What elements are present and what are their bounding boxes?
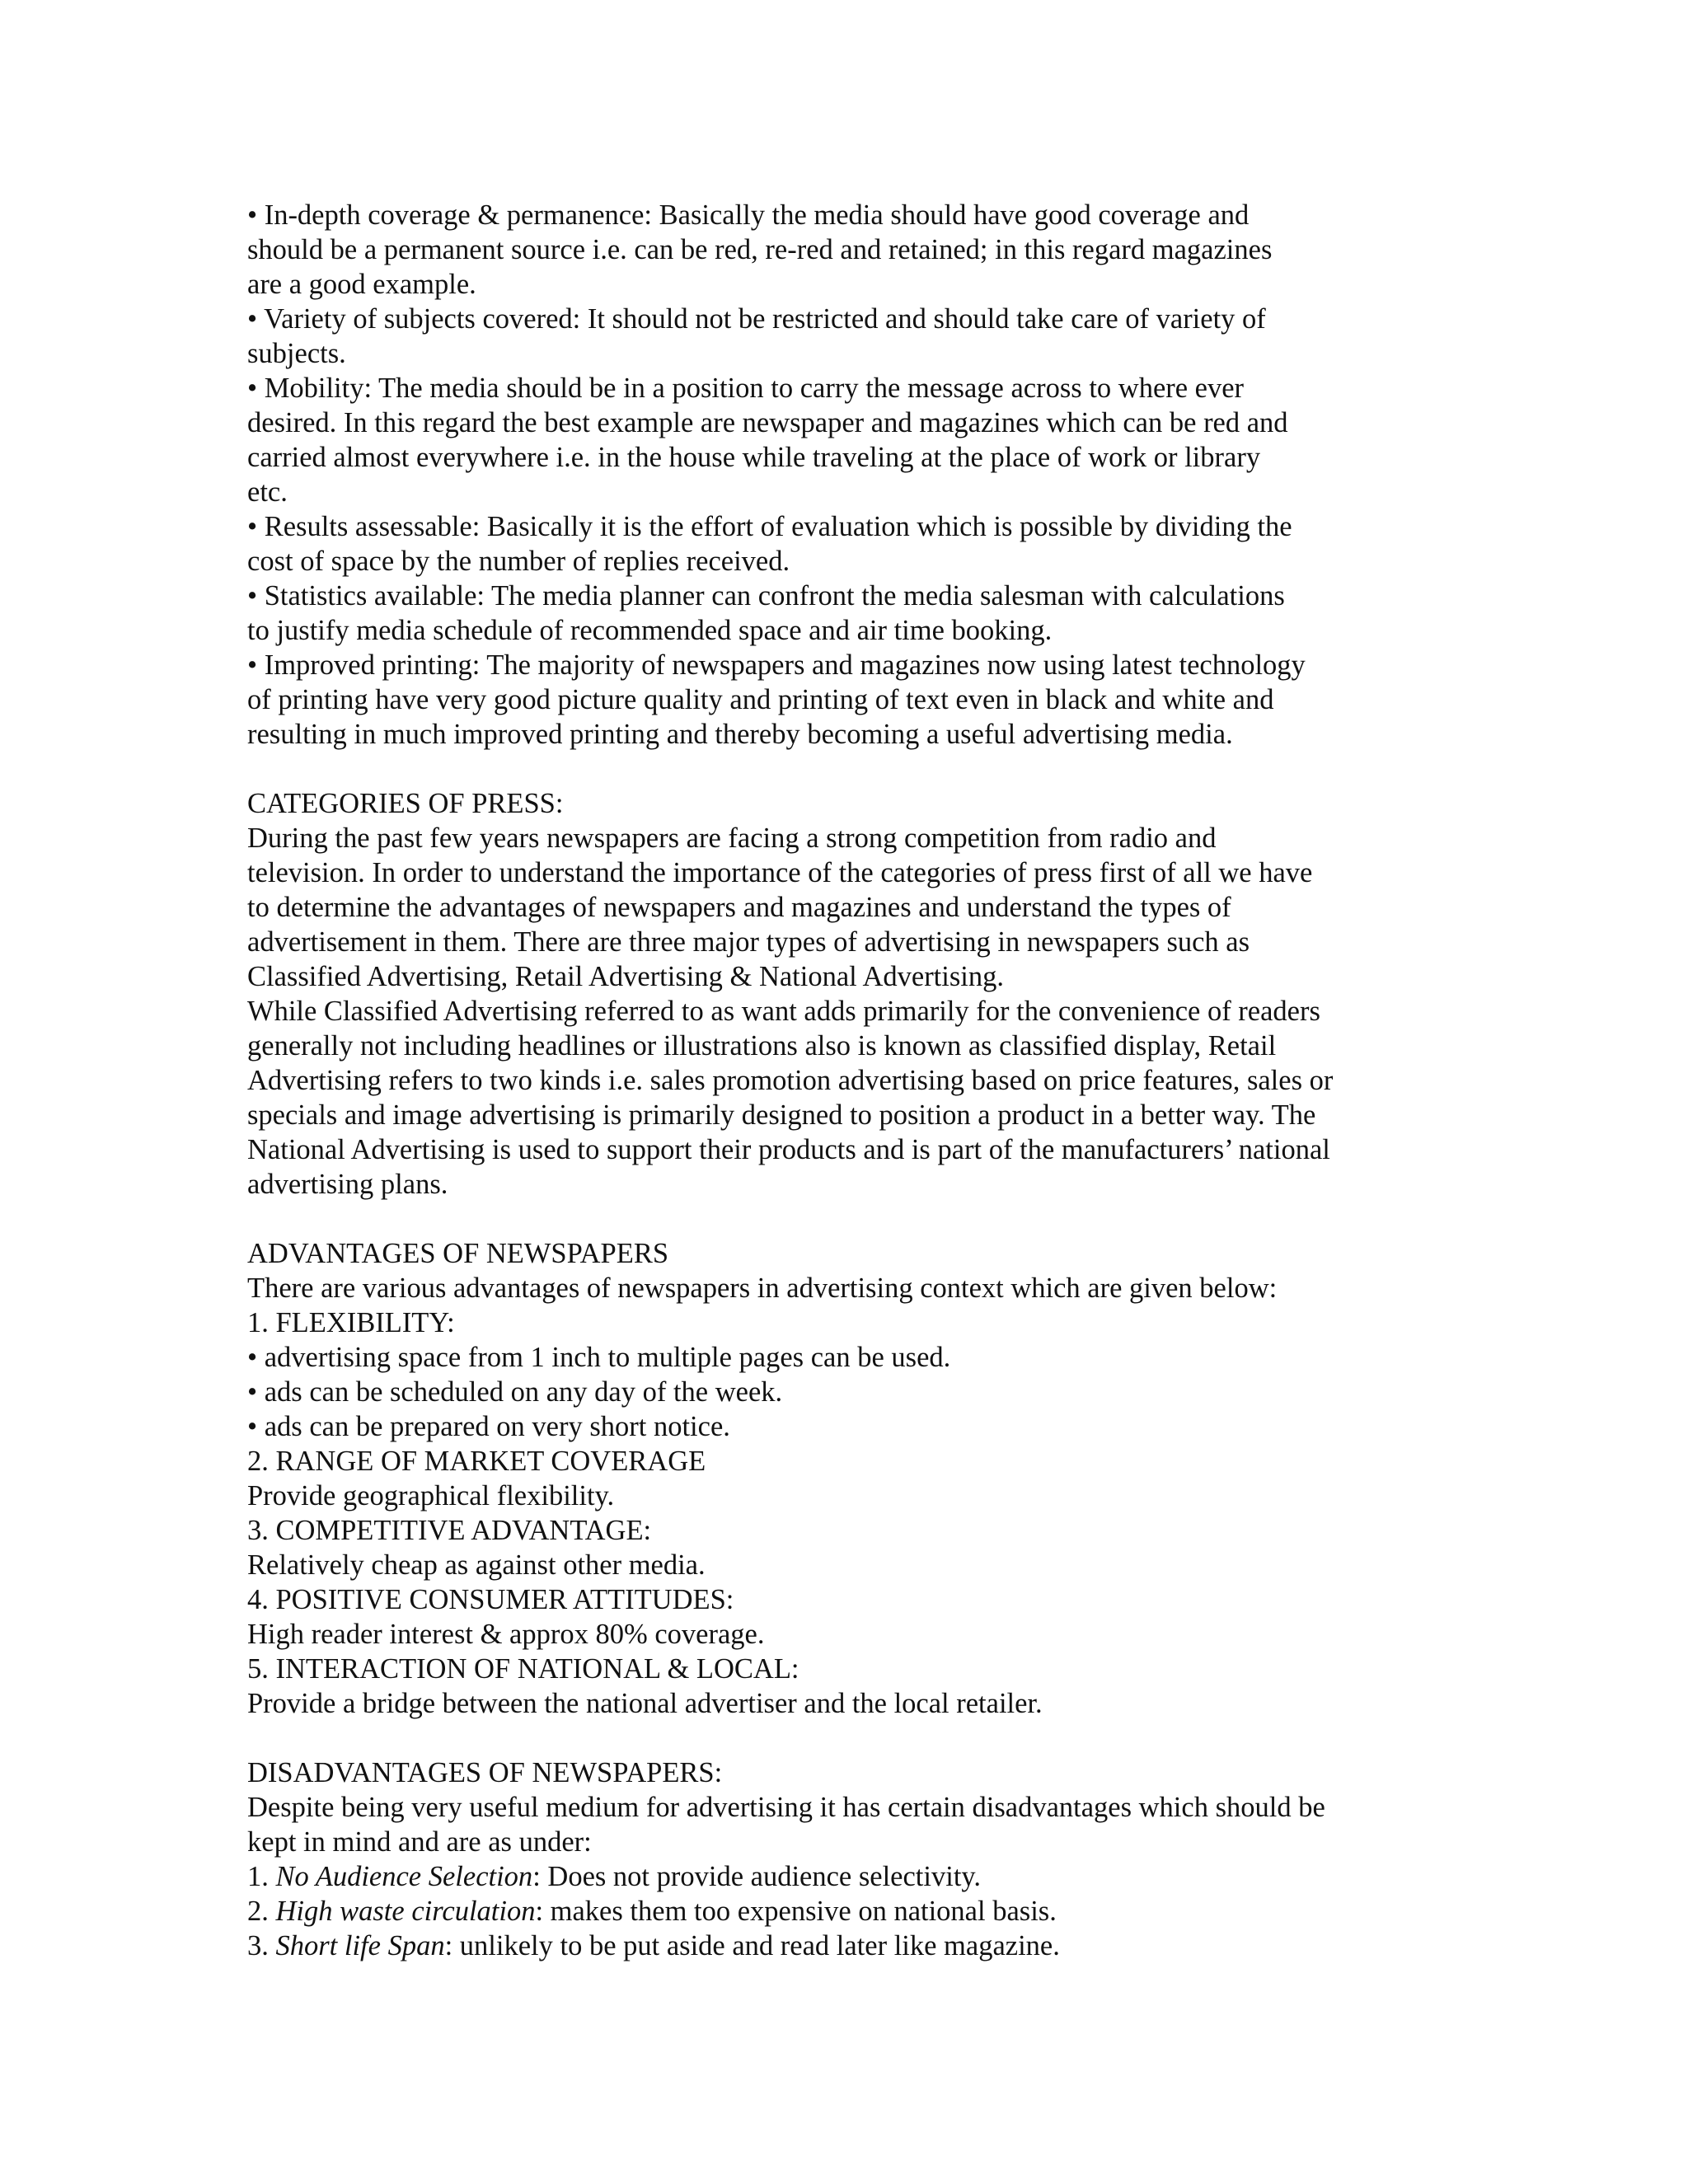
document-page (247, 198, 1451, 1963)
advantages-section (247, 1236, 1451, 1721)
text-line: television. In order to understand the importance of the categories of press first of all we have (247, 857, 1313, 888)
item-number: 2. (247, 1896, 276, 1927)
text-line: National Advertising is used to support their products and is part of the manufacturers’ national (247, 1134, 1330, 1165)
text-line: 4. POSITIVE CONSUMER ATTITUDES: (247, 1584, 734, 1615)
section-heading: ADVANTAGES OF NEWSPAPERS (247, 1238, 669, 1269)
text-line: generally not including headlines or illustrations also is known as classified display, Retail (247, 1030, 1277, 1062)
text-line: • Statistics available: The media planner can confront the media salesman with calculations (247, 580, 1285, 612)
section-heading: CATEGORIES OF PRESS: (247, 788, 564, 819)
list-item (247, 1929, 1451, 1963)
item-term: No Audience Selection (275, 1861, 533, 1892)
text-line: Relatively cheap as against other media. (247, 1549, 706, 1581)
text-line: • Variety of subjects covered: It should not be restricted and should take care of variety of (247, 303, 1266, 335)
text-line: Provide geographical flexibility. (247, 1480, 615, 1511)
text-line: 2. RANGE OF MARKET COVERAGE (247, 1446, 706, 1477)
paragraph-gap (247, 752, 1451, 786)
categories-section (247, 786, 1451, 1202)
text-line: carried almost everywhere i.e. in the house while traveling at the place of work or library (247, 442, 1261, 473)
text-line: While Classified Advertising referred to as want adds primarily for the convenience of readers (247, 996, 1320, 1027)
text-line: 1. FLEXIBILITY: (247, 1307, 455, 1338)
text-line: of printing have very good picture quality and printing of text even in black and white and (247, 684, 1274, 715)
text-line: resulting in much improved printing and thereby becoming a useful advertising media. (247, 719, 1233, 750)
text-line: • ads can be scheduled on any day of the week. (247, 1376, 783, 1408)
intro-section (247, 198, 1451, 752)
text-line: advertisement in them. There are three major types of advertising in newspapers such as (247, 926, 1250, 958)
text-line: 3. COMPETITIVE ADVANTAGE: (247, 1515, 652, 1546)
text-line: There are various advantages of newspapers in advertising context which are given below: (247, 1272, 1278, 1304)
text-line: etc. (247, 476, 288, 508)
text-line: specials and image advertising is primarily designed to position a product in a better way. The (247, 1099, 1316, 1131)
section-heading: DISADVANTAGES OF NEWSPAPERS: (247, 1757, 723, 1788)
list-item (247, 1894, 1451, 1929)
text-line: are a good example. (247, 269, 476, 300)
list-item (247, 1859, 1451, 1894)
item-description: : makes them too expensive on national basis. (535, 1896, 1057, 1927)
text-line: • In-depth coverage & permanence: Basically the media should have good coverage and (247, 199, 1250, 231)
text-line: High reader interest & approx 80% coverage. (247, 1619, 765, 1650)
paragraph-gap (247, 1721, 1451, 1755)
item-number: 3. (247, 1930, 276, 1961)
item-description: : Does not provide audience selectivity. (532, 1861, 982, 1892)
text-line: • Results assessable: Basically it is the effort of evaluation which is possible by dividing the (247, 511, 1292, 542)
text-line: subjects. (247, 338, 346, 369)
text-line: • ads can be prepared on very short notice. (247, 1411, 730, 1442)
item-term: High waste circulation (275, 1896, 536, 1927)
text-line: • advertising space from 1 inch to multiple pages can be used. (247, 1342, 951, 1373)
item-term: Short life Span (275, 1930, 445, 1961)
text-line: • Improved printing: The majority of newspapers and magazines now using latest technology (247, 649, 1306, 681)
text-line: Advertising refers to two kinds i.e. sales promotion advertising based on price features, sales or (247, 1065, 1334, 1096)
text-line: advertising plans. (247, 1169, 448, 1200)
text-line: Classified Advertising, Retail Advertising & National Advertising. (247, 961, 1004, 992)
disadvantages-section (247, 1755, 1451, 1963)
text-line: cost of space by the number of replies received. (247, 546, 790, 577)
text-line: to justify media schedule of recommended space and air time booking. (247, 615, 1053, 646)
paragraph-gap (247, 1202, 1451, 1236)
item-number: 1. (247, 1861, 276, 1892)
text-line: 5. INTERACTION OF NATIONAL & LOCAL: (247, 1653, 799, 1685)
text-line: • Mobility: The media should be in a position to carry the message across to where ever (247, 373, 1245, 404)
text-line: should be a permanent source i.e. can be red, re-red and retained; in this regard magazines (247, 234, 1273, 265)
text-line: Provide a bridge between the national advertiser and the local retailer. (247, 1688, 1043, 1719)
text-line: to determine the advantages of newspapers and magazines and understand the types of (247, 892, 1231, 923)
text-line: desired. In this regard the best example are newspaper and magazines which can be red and (247, 407, 1288, 438)
item-description: : unlikely to be put aside and read later like magazine. (444, 1930, 1060, 1961)
text-line: kept in mind and are as under: (247, 1826, 592, 1858)
text-line: Despite being very useful medium for advertising it has certain disadvantages which should be (247, 1792, 1325, 1823)
text-line: During the past few years newspapers are facing a strong competition from radio and (247, 823, 1217, 854)
